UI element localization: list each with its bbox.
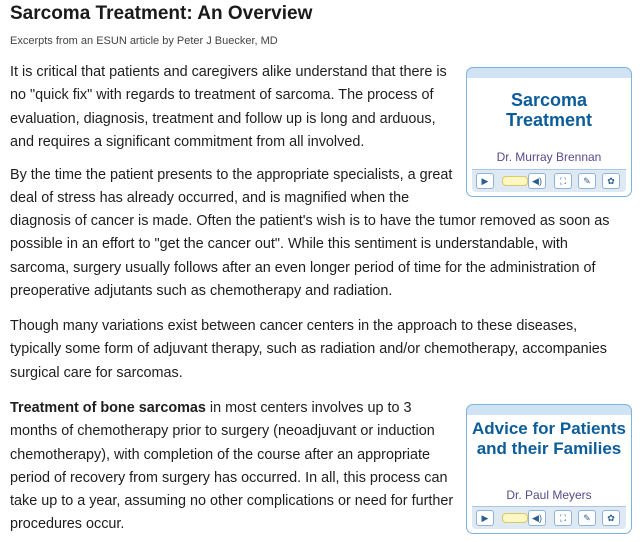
share-icon[interactable]: ✿: [602, 510, 620, 526]
video-player-sarcoma-treatment[interactable]: [466, 67, 632, 197]
paragraph-4-text: in most centers involves up to 3 months of chemotherapy prior to surgery (neoadjuvant or induction chemotherapy), with completion of the course after an appropriate period of recovery from surgery has occurred. In all, this process can take up to a year, assuming no other complications or need for further procedures occur.: [10, 400, 454, 533]
settings-icon[interactable]: ✎: [578, 510, 596, 526]
bold-lead: Treatment of bone sarcomas: [10, 400, 206, 416]
volume-slider[interactable]: [502, 176, 528, 186]
volume-icon[interactable]: ◀): [528, 173, 546, 189]
paragraph-1: It is critical that patients and caregivers alike understand that there is no "quick fix" with regards to treatment of sarcoma. The process of evaluation, diagnosis, treatment and follow up is long and arduous, and requires a significant commitment from all involved.: [10, 64, 447, 150]
play-icon[interactable]: ▶: [476, 173, 494, 189]
page-title: Sarcoma Treatment: An Overview: [10, 3, 313, 24]
fullscreen-icon[interactable]: ⛶: [554, 173, 572, 189]
video-controls: [472, 169, 626, 192]
settings-icon[interactable]: ✎: [578, 173, 596, 189]
fullscreen-icon[interactable]: ⛶: [554, 510, 572, 526]
share-icon[interactable]: ✿: [602, 173, 620, 189]
play-icon[interactable]: ▶: [476, 510, 494, 526]
byline: Excerpts from an ESUN article by Peter J Buecker, MD: [10, 35, 278, 47]
video-player-advice-for-patients[interactable]: [466, 404, 632, 534]
paragraph-3: Though many variations exist between cancer centers in the approach to these diseases, typically some form of adjuvant therapy, such as radiation and/or chemotherapy, accompanies surgical care for sarcomas.: [10, 318, 607, 381]
video-title: Sarcoma Treatment: [505, 90, 593, 130]
video-title: Advice for Patients and their Families: [472, 419, 626, 458]
video-controls: [472, 506, 626, 529]
video-speaker: Dr. Murray Brennan: [496, 150, 602, 164]
volume-icon[interactable]: ◀): [528, 510, 546, 526]
volume-slider[interactable]: [502, 513, 528, 523]
paragraph-2-part-1: By the time the patient presents to the appropriate specialists, a great deal of stress has already occurred, and is magnified when the: [10, 167, 453, 207]
paragraph-4: [10, 397, 460, 537]
video-speaker: Dr. Paul Meyers: [506, 488, 592, 502]
paragraph-2-part-2: diagnosis of cancer is made. Often the patient's wish is to have the tumor removed as soon as possible in an effort to "get the cancer out". While this sentiment is understandable, with sarcoma, surgery usually follows after an even longer period of time for the administration of preoperative adjutants such as chemotherapy and radiation.: [10, 213, 610, 299]
